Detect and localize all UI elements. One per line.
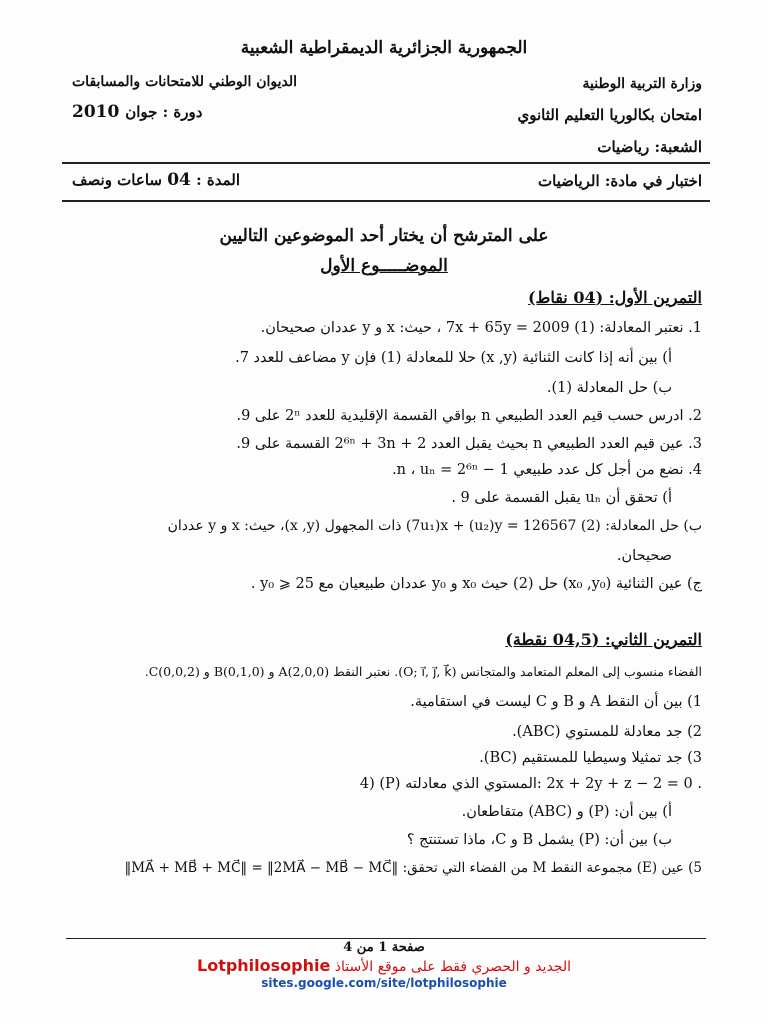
ministry-label: وزارة التربية الوطنية <box>582 76 702 92</box>
duration-suffix: ساعات ونصف <box>72 171 162 189</box>
ex2-line-2: 1) بين أن النقط A و B و C ليست في استقامية. <box>410 694 702 710</box>
duration-num: 04 <box>167 170 191 190</box>
ex1-line-7: أ) تحقق أن uₙ يقبل القسمة على 9 . <box>451 490 672 506</box>
ex2-line-5: 4) (P) المستوي الذي معادلته: ‪2x + 2y + z − 2 = 0‬ . <box>359 776 702 792</box>
ex1-line-8: ب) حل المعادلة: (2) ‪(7u₁)x + (u₂)y = 126567‬ ذات المجهول (x ,y)، حيث: x و y عددان <box>167 518 702 534</box>
promo-brand: Lotphilosophie <box>197 956 331 975</box>
ex1-line-9: صحيحان. <box>616 548 672 564</box>
exercise1-title: التمرين الأول: (04 نقاط) <box>527 288 702 307</box>
ex1-line-1: 1. نعتبر المعادلة: (1) 7x + 65y = 2009 ، حيث: x و y عددان صحيحان. <box>260 320 702 336</box>
duration-label <box>72 170 240 190</box>
ex1-line-5: 3. عين قيم العدد الطبيعي n بحيث يقبل العدد ‪2⁶ⁿ + 3n + 2‬ القسمة على 9. <box>236 436 702 452</box>
page-number: صفحة 1 من 4 <box>343 940 425 955</box>
session-year: 2010 <box>72 102 120 122</box>
ex1-line-3: ب) حل المعادلة (1). <box>546 380 672 396</box>
republic-title: الجمهورية الجزائرية الديمقراطية الشعبية <box>240 38 528 58</box>
footer-divider <box>66 938 706 939</box>
ex2-line-8: 5) عين (E) مجموعة النقط M من الفضاء التي تحقق: ‪‖MA⃗ + MB⃗ + MC⃗‖ = ‖2MA⃗ − MB⃗ − MC⃗‖‬ <box>124 860 702 876</box>
ex1-line-10: ج) عين الثنائية (x₀ ,y₀) حل (2) حيث x₀ و y₀ عددان طبيعيان مع ‪y₀ ⩾ 25‬ . <box>250 576 702 592</box>
ex2-line-7: ب) بين أن: (P) يشمل B و C، ماذا تستنتج ؟ <box>406 832 672 848</box>
subject-label: اختبار في مادة: الرياضيات <box>537 172 702 190</box>
session-label <box>72 102 202 122</box>
header-divider-bottom <box>62 200 710 202</box>
branch-label: الشعبة: رياضيات <box>597 138 702 156</box>
topic-title: الموضـــــوع الأول <box>320 256 448 276</box>
instruction-text: على المترشح أن يختار أحد الموضوعين التاليين <box>219 226 549 246</box>
ex1-line-2: أ) بين أنه إذا كانت الثنائية (x ,y) حلا للمعادلة (1) فإن y مضاعف للعدد 7. <box>235 350 672 366</box>
ex2-line-3: 2) جد معادلة للمستوي (ABC). <box>512 724 702 740</box>
header-divider-top <box>62 162 710 164</box>
duration-prefix: المدة : <box>196 171 241 189</box>
site-url-link[interactable]: sites.google.com/site/lotphilosophie <box>261 976 507 990</box>
office-label: الديوان الوطني للامتحانات والمسابقات <box>72 74 298 90</box>
ex2-line-6: أ) بين أن: (P) و (ABC) متقاطعان. <box>461 804 672 820</box>
promo-text: الجديد و الحصري فقط على موقع الأستاذ <box>334 959 571 975</box>
ex1-line-4: 2. ادرس حسب قيم العدد الطبيعي n بواقي القسمة الإقليدية للعدد ‪2ⁿ‬ على 9. <box>236 408 702 424</box>
promo-line <box>0 956 768 975</box>
exam-label: امتحان بكالوريا التعليم الثانوي <box>517 106 702 124</box>
ex1-line-6: 4. نضع من أجل كل عدد طبيعي n ، ‪uₙ = 2⁶ⁿ − 1‬. <box>392 462 702 478</box>
ex2-line-1: الفضاء منسوب إلى المعلم المتعامد والمتجانس (O; i⃗, j⃗, k⃗). نعتبر النقط A(2,0,0) و B(0,1,0) و C(0,0,2). <box>144 664 702 679</box>
session-prefix: دورة : جوان <box>125 103 203 121</box>
ex2-line-4: 3) جد تمثيلا وسيطيا للمستقيم (BC). <box>479 750 702 766</box>
exercise2-title: التمرين الثاني: (04,5 نقطة) <box>505 630 702 649</box>
